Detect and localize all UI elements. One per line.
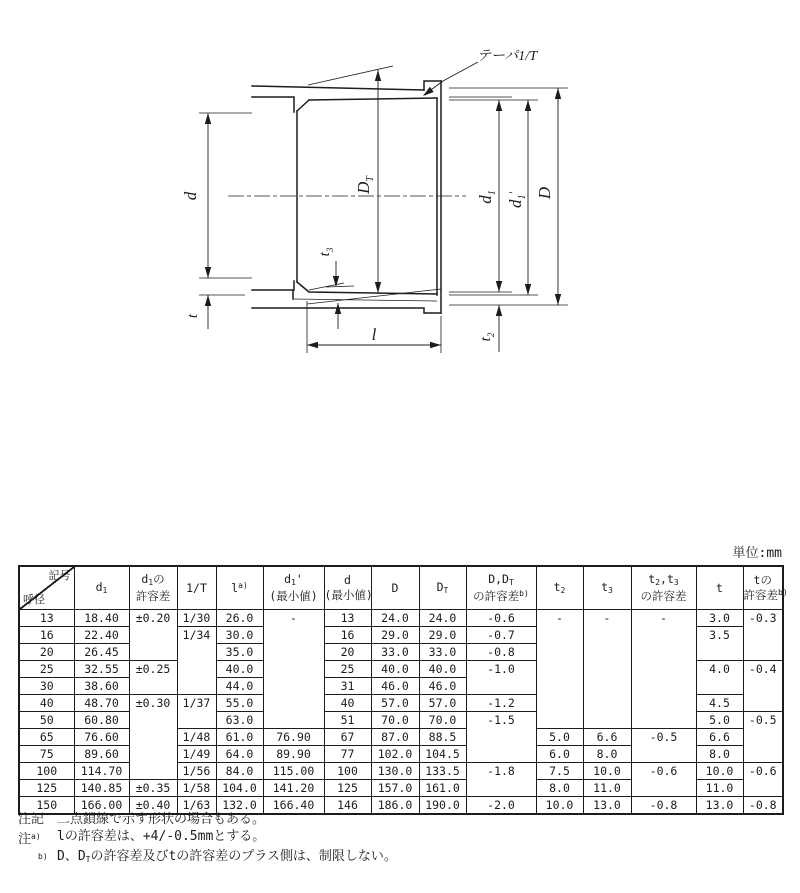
column-header: tの 許容差$^{b)}$ (743, 566, 783, 610)
data-cell: 22.40 (74, 627, 129, 644)
row-header-cell: 75 (19, 746, 74, 763)
data-cell: - (631, 610, 696, 729)
data-cell: 76.60 (74, 729, 129, 746)
label-d: d (181, 191, 200, 201)
data-cell: 30.0 (216, 627, 263, 644)
note-a (18, 828, 397, 848)
data-cell: 63.0 (216, 712, 263, 729)
data-cell: 8.0 (696, 746, 743, 763)
column-header: $d_1$の 許容差 (129, 566, 177, 610)
data-cell: 77 (324, 746, 371, 763)
data-cell: 16 (324, 627, 371, 644)
note-b (18, 848, 397, 868)
row-header-cell: 65 (19, 729, 74, 746)
data-cell: 141.20 (263, 780, 324, 797)
data-cell: 8.0 (536, 780, 583, 797)
label-d1-prime: $d_1'$ (506, 191, 528, 209)
data-cell: 55.0 (216, 695, 263, 712)
data-cell: ±0.25 (129, 661, 177, 695)
column-header: $d_1'$ (最小値) (263, 566, 324, 610)
data-cell: 18.40 (74, 610, 129, 627)
data-cell: 29.0 (371, 627, 419, 644)
data-cell: 5.0 (696, 712, 743, 729)
note-marker: b) (38, 852, 48, 861)
dimension-table (18, 565, 788, 815)
data-cell: 40.0 (216, 661, 263, 678)
data-cell: 76.90 (263, 729, 324, 746)
dimension-arrowheads (205, 70, 561, 348)
data-cell: -0.8 (631, 797, 696, 815)
label-taper: テーパ1/T (477, 49, 537, 64)
row-header-cell: 13 (19, 610, 74, 627)
column-header: $t_3$ (583, 566, 631, 610)
data-cell: 13 (324, 610, 371, 627)
data-cell: 26.0 (216, 610, 263, 627)
row-header-cell: 25 (19, 661, 74, 678)
note-marker: 注記 (18, 812, 45, 827)
data-cell: 1/63 (177, 797, 216, 815)
data-cell: 89.60 (74, 746, 129, 763)
data-cell: 13.0 (696, 797, 743, 815)
note-text: lの許容差は、+4/-0.5mmとする。 (57, 829, 266, 844)
label-l: l (371, 325, 377, 344)
data-cell: 26.45 (74, 644, 129, 661)
data-cell: 3.5 (696, 627, 743, 661)
notes (18, 811, 397, 868)
label-DT: $D_T$ (354, 176, 376, 194)
data-cell: 5.0 (536, 729, 583, 746)
data-cell: 161.0 (419, 780, 466, 797)
data-cell: 166.40 (263, 797, 324, 815)
note-marker: 注$^{a)}$ (18, 832, 41, 847)
data-cell: 1/37 (177, 695, 216, 729)
data-cell: 29.0 (419, 627, 466, 644)
data-cell: 1/30 (177, 610, 216, 627)
data-cell: 40.0 (371, 661, 419, 678)
column-header: $D,D_T$ の許容差$^{b)}$ (466, 566, 536, 610)
data-cell: 44.0 (216, 678, 263, 695)
label-t2: $t_2$ (478, 332, 496, 342)
data-cell: 40.0 (419, 661, 466, 678)
data-cell: 100 (324, 763, 371, 780)
data-cell: 88.5 (419, 729, 466, 746)
data-cell: -0.3 (743, 610, 783, 661)
data-cell: 4.5 (696, 695, 743, 712)
data-cell: 40 (324, 695, 371, 712)
data-cell: 190.0 (419, 797, 466, 815)
data-cell: 46.0 (371, 678, 419, 695)
data-cell: 11.0 (696, 780, 743, 797)
data-cell: 25 (324, 661, 371, 678)
column-header: t (696, 566, 743, 610)
data-cell: 48.70 (74, 695, 129, 712)
data-cell: ±0.30 (129, 695, 177, 780)
data-cell: 57.0 (371, 695, 419, 712)
data-cell: 133.5 (419, 763, 466, 780)
column-header: d (最小値) (324, 566, 371, 610)
data-cell: 33.0 (419, 644, 466, 661)
data-cell: 10.0 (583, 763, 631, 780)
data-cell: 115.00 (263, 763, 324, 780)
row-header-cell: 150 (19, 797, 74, 815)
data-cell: -1.5 (466, 712, 536, 763)
data-cell: 67 (324, 729, 371, 746)
data-cell: 1/58 (177, 780, 216, 797)
data-cell: 20 (324, 644, 371, 661)
row-header-cell: 30 (19, 678, 74, 695)
data-cell: - (536, 610, 583, 729)
column-header: D (371, 566, 419, 610)
data-cell: 3.0 (696, 610, 743, 627)
data-cell: 6.6 (696, 729, 743, 746)
row-header-cell: 40 (19, 695, 74, 712)
data-cell: 46.0 (419, 678, 466, 695)
data-cell: 146 (324, 797, 371, 815)
data-cell: 60.80 (74, 712, 129, 729)
corner-label-symbol: 記号 (48, 569, 71, 582)
data-cell: ±0.35 (129, 780, 177, 797)
data-cell: 132.0 (216, 797, 263, 815)
column-header: $l^{a)}$ (216, 566, 263, 610)
data-cell: -1.2 (466, 695, 536, 712)
data-cell: 24.0 (371, 610, 419, 627)
column-header: $t_2$ (536, 566, 583, 610)
data-cell: 7.5 (536, 763, 583, 780)
label-t: t (185, 313, 201, 319)
data-cell: ±0.40 (129, 797, 177, 815)
data-cell: 64.0 (216, 746, 263, 763)
data-cell: 10.0 (536, 797, 583, 815)
data-cell: - (583, 610, 631, 729)
note-remark (18, 811, 397, 828)
data-cell: 8.0 (583, 746, 631, 763)
row-header-cell: 125 (19, 780, 74, 797)
data-cell: -0.6 (631, 763, 696, 797)
data-cell: 1/49 (177, 746, 216, 763)
data-cell: 157.0 (371, 780, 419, 797)
data-cell: -0.8 (743, 797, 783, 815)
corner-header-cell (19, 566, 74, 610)
data-cell: 38.60 (74, 678, 129, 695)
column-header: $d_1$ (74, 566, 129, 610)
label-D: D (535, 186, 554, 200)
data-cell: 186.0 (371, 797, 419, 815)
data-cell: -0.7 (466, 627, 536, 644)
table-row (19, 610, 783, 627)
data-cell: -0.5 (743, 712, 783, 763)
data-cell: 57.0 (419, 695, 466, 712)
data-cell: -0.6 (743, 763, 783, 797)
note-text: D、$D_T$の許容差及びtの許容差のプラス側は、制限しない。 (57, 849, 397, 864)
data-cell: 104.0 (216, 780, 263, 797)
column-header: 1/T (177, 566, 216, 610)
row-header-cell: 100 (19, 763, 74, 780)
column-header: $D_T$ (419, 566, 466, 610)
data-cell: 1/48 (177, 729, 216, 746)
data-cell: 6.6 (583, 729, 631, 746)
data-cell: - (263, 610, 324, 729)
data-cell: 35.0 (216, 644, 263, 661)
socket-outline (252, 81, 441, 313)
data-cell: 1/34 (177, 627, 216, 695)
data-cell: 114.70 (74, 763, 129, 780)
corner-label-nominal: 呼径 (23, 592, 45, 606)
data-cell: 4.0 (696, 661, 743, 695)
extension-lines (199, 88, 568, 353)
data-cell: 11.0 (583, 780, 631, 797)
data-cell: 130.0 (371, 763, 419, 780)
data-cell: -1.0 (466, 661, 536, 695)
data-cell: 70.0 (419, 712, 466, 729)
data-cell: 13.0 (583, 797, 631, 815)
data-cell: 87.0 (371, 729, 419, 746)
data-cell: 33.0 (371, 644, 419, 661)
label-t3: $t_3$ (317, 247, 335, 257)
table-header-row (19, 566, 783, 610)
data-cell: 51 (324, 712, 371, 729)
data-cell: 31 (324, 678, 371, 695)
data-cell: ±0.20 (129, 610, 177, 661)
data-cell: 166.00 (74, 797, 129, 815)
data-cell: 6.0 (536, 746, 583, 763)
data-cell: 70.0 (371, 712, 419, 729)
data-cell: 1/56 (177, 763, 216, 780)
row-header-cell: 16 (19, 627, 74, 644)
data-cell: 89.90 (263, 746, 324, 763)
data-cell: 61.0 (216, 729, 263, 746)
data-cell: -0.4 (743, 661, 783, 712)
data-cell: 104.5 (419, 746, 466, 763)
data-cell: 24.0 (419, 610, 466, 627)
data-cell: 125 (324, 780, 371, 797)
data-cell: 10.0 (696, 763, 743, 780)
label-d1: $d_1$ (476, 190, 498, 204)
data-cell: 32.55 (74, 661, 129, 678)
data-cell: -2.0 (466, 797, 536, 815)
data-cell: 84.0 (216, 763, 263, 780)
data-cell: -0.5 (631, 729, 696, 763)
column-header: $t_2,t_3$ の許容差 (631, 566, 696, 610)
data-cell: 140.85 (74, 780, 129, 797)
unit-label: 単位:mm (732, 546, 782, 561)
data-cell: 102.0 (371, 746, 419, 763)
row-header-cell: 20 (19, 644, 74, 661)
data-cell: -1.8 (466, 763, 536, 797)
row-header-cell: 50 (19, 712, 74, 729)
data-cell: -0.8 (466, 644, 536, 661)
data-cell: -0.6 (466, 610, 536, 627)
note-text: 二点鎖線で示す形状の場合もある。 (57, 812, 266, 827)
